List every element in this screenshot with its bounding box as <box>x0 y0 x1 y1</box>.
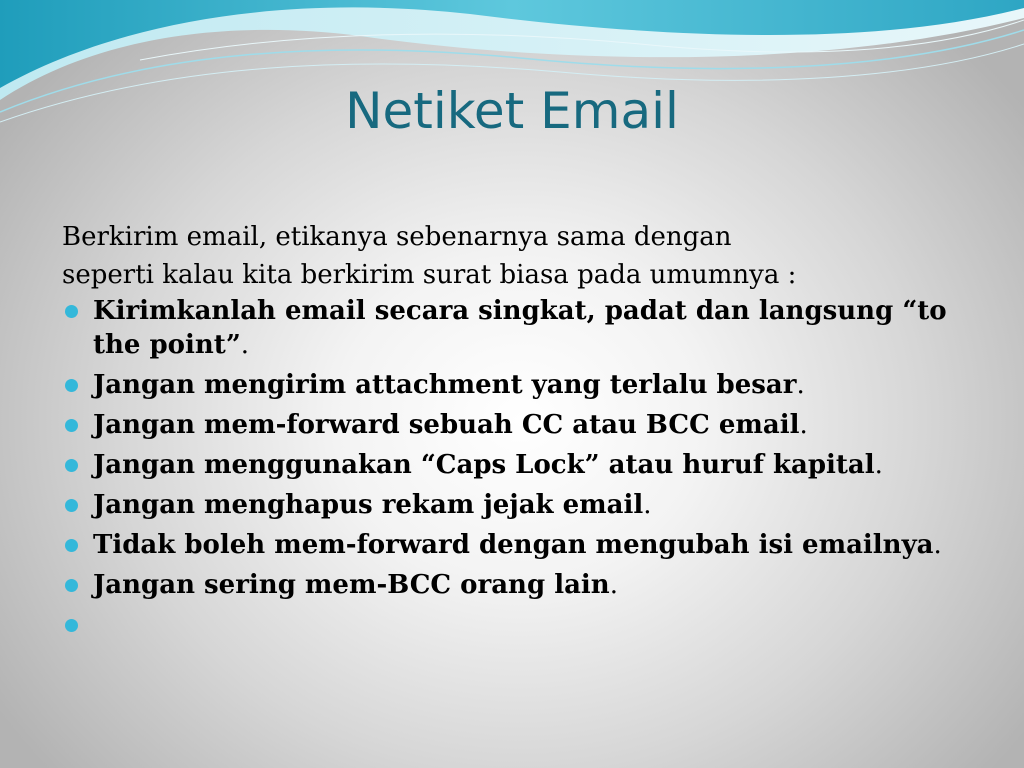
bullet-item <box>62 368 982 402</box>
intro-paragraph <box>62 218 982 294</box>
bullet-text: Jangan sering mem-BCC orang lain <box>93 570 610 600</box>
bullet-tail: . <box>240 330 250 360</box>
bullet-dot-icon <box>65 499 78 512</box>
bullet-tail: . <box>643 490 652 520</box>
intro-line-1: Berkirim email, etikanya sebenarnya sama dengan <box>62 222 732 252</box>
bullet-tail: . <box>933 530 942 560</box>
bullet-text: Jangan mem-forward sebuah CC atau BCC email <box>93 410 800 440</box>
bullet-dot-icon <box>65 539 78 552</box>
bullet-tail: . <box>609 570 618 600</box>
bullet-dot-icon <box>65 379 78 392</box>
bullet-text: Tidak boleh mem-forward dengan mengubah isi emailnya <box>93 530 934 560</box>
bullet-tail: . <box>796 370 805 400</box>
bullet-dot-icon <box>65 619 78 632</box>
bullet-dot-icon <box>65 579 78 592</box>
bullet-item <box>62 408 982 442</box>
bullet-tail: . <box>874 450 883 480</box>
bullet-item <box>62 568 982 602</box>
bullet-item <box>62 294 982 362</box>
bullet-text: Jangan mengirim attachment yang terlalu besar <box>93 370 797 400</box>
bullet-text: Kirimkanlah email secara singkat, padat dan langsung “to the point” <box>93 296 947 360</box>
bullet-text: Jangan menghapus rekam jejak email <box>93 490 644 520</box>
bullet-tail: . <box>799 410 808 440</box>
intro-line-2: seperti kalau kita berkirim surat biasa pada umumnya : <box>62 260 797 290</box>
bullet-dot-icon <box>65 459 78 472</box>
slide-title: Netiket Email <box>345 82 679 140</box>
bullet-dot-icon <box>65 305 78 318</box>
bullet-dot-icon <box>65 419 78 432</box>
bullet-list <box>62 294 982 602</box>
bullet-item <box>62 488 982 522</box>
bullet-text: Jangan menggunakan “Caps Lock” atau huruf kapital <box>93 450 875 480</box>
bullet-item <box>62 448 982 482</box>
slide-content <box>62 218 982 608</box>
bullet-item <box>62 528 982 562</box>
